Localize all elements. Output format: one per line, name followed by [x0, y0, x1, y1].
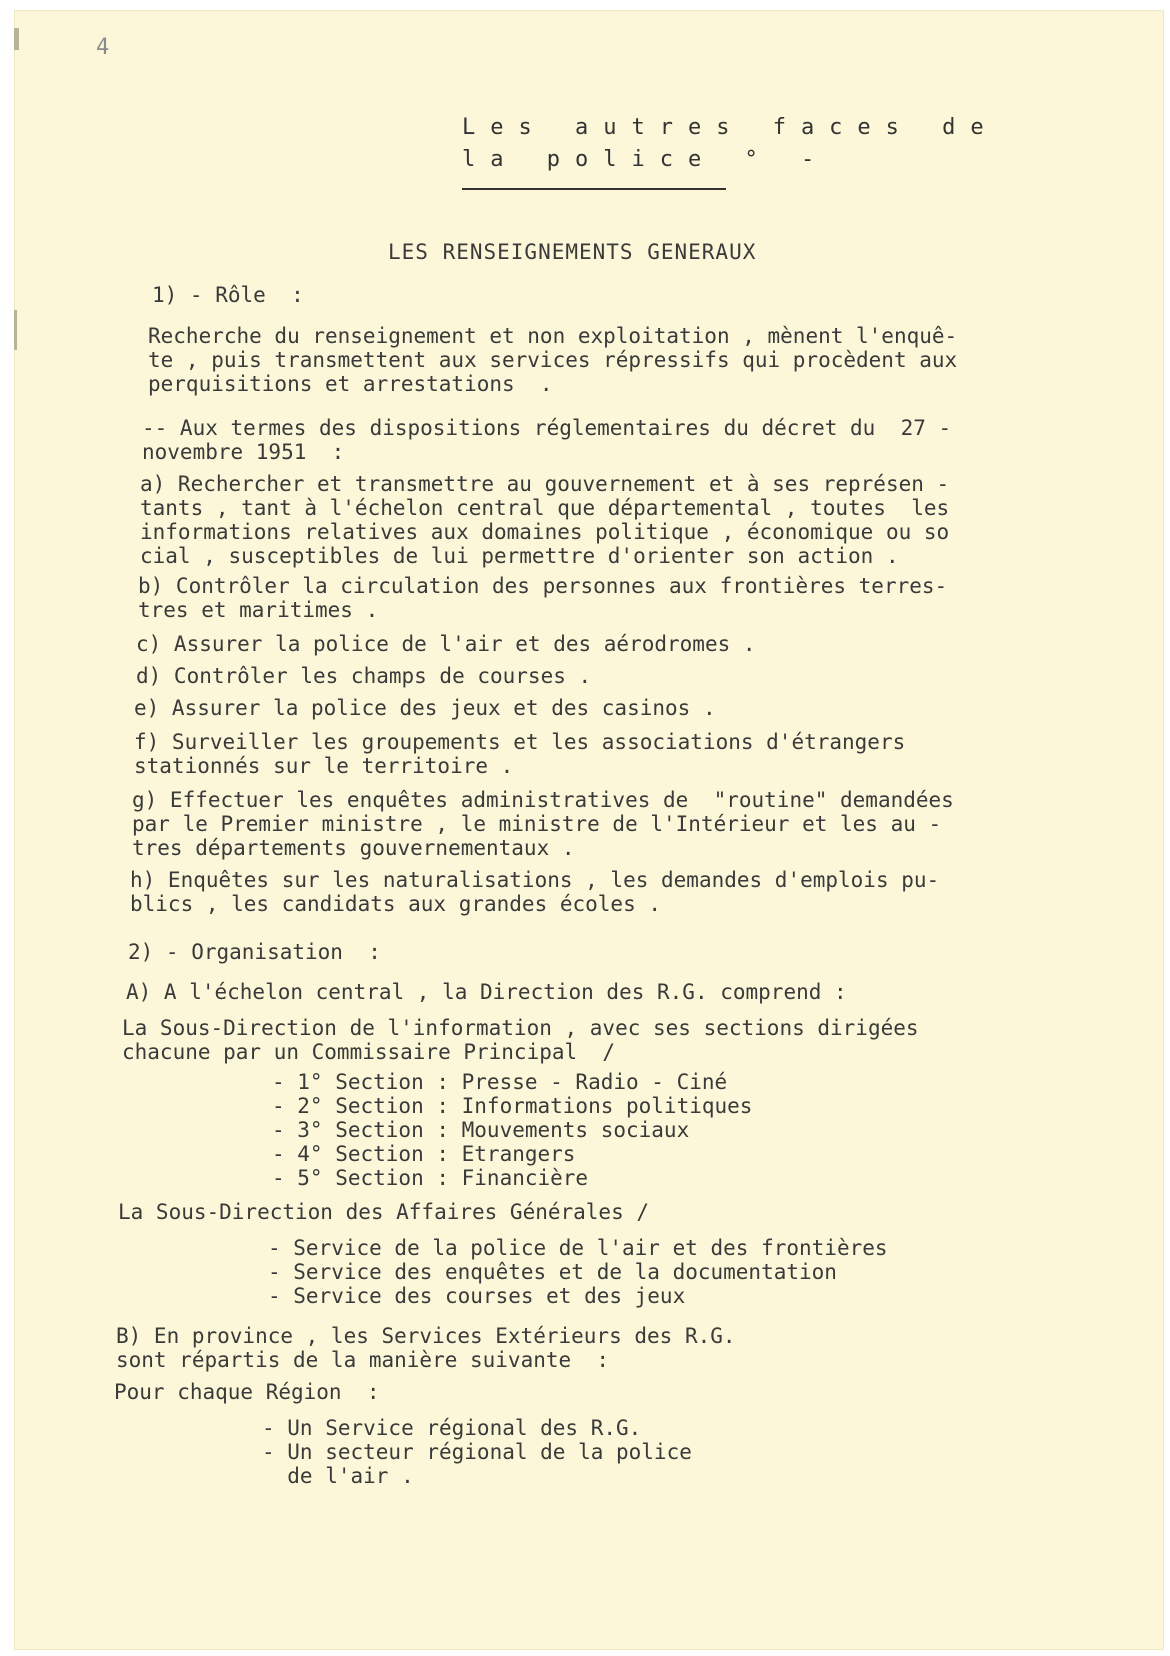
- section-list-item: - 2° Section : Informations politiques: [272, 1094, 753, 1118]
- section-list-item: - 1° Section : Presse - Radio - Ciné: [272, 1070, 728, 1094]
- role-item-c: c) Assurer la police de l'air et des aérodromes .: [136, 632, 756, 656]
- decree-line: -- Aux termes des dispositions réglementaires du décret du 27 -: [142, 416, 952, 440]
- section-title: LES RENSEIGNEMENTS GENERAUX: [388, 240, 757, 264]
- organisation-heading: 2) - Organisation :: [128, 940, 381, 964]
- role-item-b: tres et maritimes .: [138, 598, 379, 622]
- section-list-item: - 3° Section : Mouvements sociaux: [272, 1118, 690, 1142]
- role-item-e: e) Assurer la police des jeux et des casinos .: [134, 696, 716, 720]
- service-list-item: - Service des courses et des jeux: [268, 1284, 686, 1308]
- organisation-b-line: sont répartis de la manière suivante :: [116, 1348, 610, 1372]
- role-intro-line: perquisitions et arrestations .: [148, 372, 553, 396]
- role-item-g: tres départements gouvernementaux .: [132, 836, 575, 860]
- service-list-item: - Service de la police de l'air et des frontières: [268, 1236, 888, 1260]
- sous-direction-info-line: chacune par un Commissaire Principal /: [122, 1040, 616, 1064]
- role-intro-line: te , puis transmettent aux services répressifs qui procèdent aux: [148, 348, 958, 372]
- organisation-b-line: B) En province , les Services Extérieurs des R.G.: [116, 1324, 736, 1348]
- region-line: Pour chaque Région :: [114, 1380, 380, 1404]
- role-item-h: h) Enquêtes sur les naturalisations , les demandes d'emplois pu-: [130, 868, 940, 892]
- role-item-g: g) Effectuer les enquêtes administratives de "routine" demandées: [132, 788, 954, 812]
- role-item-d: d) Contrôler les champs de courses .: [136, 664, 592, 688]
- role-item-a: informations relatives aux domaines politique , économique ou so: [140, 520, 950, 544]
- role-item-f: f) Surveiller les groupements et les associations d'étrangers: [134, 730, 906, 754]
- document-header: [462, 112, 999, 176]
- header-line-2: la police ° -: [462, 147, 830, 172]
- role-item-h: blics , les candidats aux grandes écoles .: [130, 892, 662, 916]
- sous-direction-info-line: La Sous-Direction de l'information , avec ses sections dirigées: [122, 1016, 919, 1040]
- page-number: 4: [96, 35, 110, 60]
- region-list-item: - Un secteur régional de la police: [262, 1440, 692, 1464]
- header-underline: [462, 188, 726, 190]
- header-line-1: Les autres faces de: [462, 115, 999, 140]
- role-item-b: b) Contrôler la circulation des personnes aux frontières terres-: [138, 574, 948, 598]
- region-list-item: - Un Service régional des R.G.: [262, 1416, 642, 1440]
- section-list-item: - 5° Section : Financière: [272, 1166, 589, 1190]
- role-item-a: cial , susceptibles de lui permettre d'orienter son action .: [140, 544, 899, 568]
- role-intro-line: Recherche du renseignement et non exploitation , mènent l'enquê-: [148, 324, 958, 348]
- role-item-a: tants , tant à l'échelon central que départemental , toutes les: [140, 496, 950, 520]
- role-item-g: par le Premier ministre , le ministre de l'Intérieur et les au -: [132, 812, 942, 836]
- sous-direction-affaires: La Sous-Direction des Affaires Générales /: [118, 1200, 650, 1224]
- section-list-item: - 4° Section : Etrangers: [272, 1142, 576, 1166]
- role-heading: 1) - Rôle :: [152, 283, 304, 307]
- organisation-a-line: A) A l'échelon central , la Direction des R.G. comprend :: [126, 980, 847, 1004]
- service-list-item: - Service des enquêtes et de la documentation: [268, 1260, 837, 1284]
- role-item-f: stationnés sur le territoire .: [134, 754, 514, 778]
- role-item-a: a) Rechercher et transmettre au gouvernement et à ses représen -: [140, 472, 950, 496]
- decree-line: novembre 1951 :: [142, 440, 345, 464]
- region-list-item: de l'air .: [262, 1464, 414, 1488]
